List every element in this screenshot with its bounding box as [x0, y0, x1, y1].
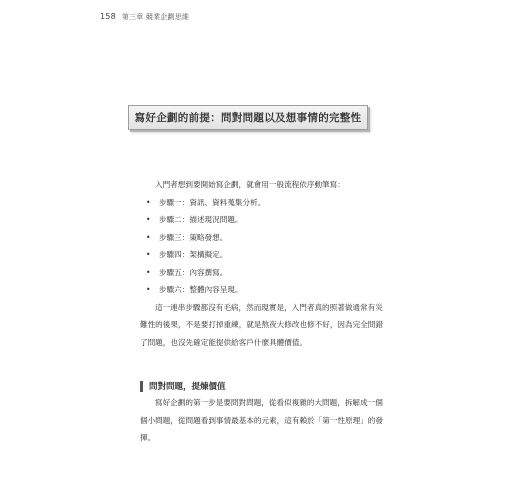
list-item — [140, 194, 388, 212]
bullet: • — [146, 285, 151, 294]
step-text: 步驟四：架構擬定。 — [159, 250, 228, 259]
page-header — [100, 12, 189, 22]
chapter-title: 第三章 競業企劃思維 — [121, 13, 190, 21]
bullet: • — [146, 267, 151, 277]
step-text: 步驟五：內容撰寫。 — [159, 267, 228, 277]
subsection — [140, 380, 388, 447]
main-paragraph: 這一連串步驟都沒有毛病，然而現實是，入門者真的照著做通常有災難性的後果，不是要打掉重練，就是熬夜大修改也修不好，因為完全問錯了問題，也沒先確定能提供給客戶什麼具體價值。 — [140, 302, 383, 347]
body-text — [140, 176, 388, 351]
subsection-paragraph: 寫好企劃的第一步是要問對問題，從看似複雜的大問題，拆解成一個個小問題，從問題看到事情最基本的元素，這有賴於「第一性原理」的發揮。 — [140, 398, 383, 442]
section-title: 寫好企劃的前提：問對問題以及想事情的完整性 — [134, 112, 362, 124]
subsection-heading-text: 問對問題，提煉價值 — [149, 382, 226, 392]
steps-list — [140, 194, 388, 299]
list-item — [140, 281, 388, 299]
bullet: • — [146, 250, 151, 259]
bullet: • — [146, 197, 151, 207]
list-item — [140, 229, 388, 247]
bullet: • — [146, 215, 151, 224]
intro-paragraph: 入門者想到要開始寫企劃，就會用一般流程依序動筆寫： — [155, 180, 345, 189]
section-title-box — [128, 105, 368, 130]
bullet: • — [146, 232, 151, 242]
step-text: 步驟三：策略發想。 — [159, 232, 228, 242]
step-text: 步驟二：描述現況問題。 — [159, 215, 243, 224]
page-number: 158 — [100, 12, 116, 21]
list-item — [140, 264, 388, 282]
list-item — [140, 246, 388, 264]
step-text: 步驟一：資訊、資料蒐集分析。 — [159, 197, 266, 207]
list-item — [140, 211, 388, 229]
step-text: 步驟六：整體內容呈現。 — [159, 285, 243, 294]
heading-bar-marker — [140, 381, 143, 392]
subsection-heading — [140, 380, 388, 392]
